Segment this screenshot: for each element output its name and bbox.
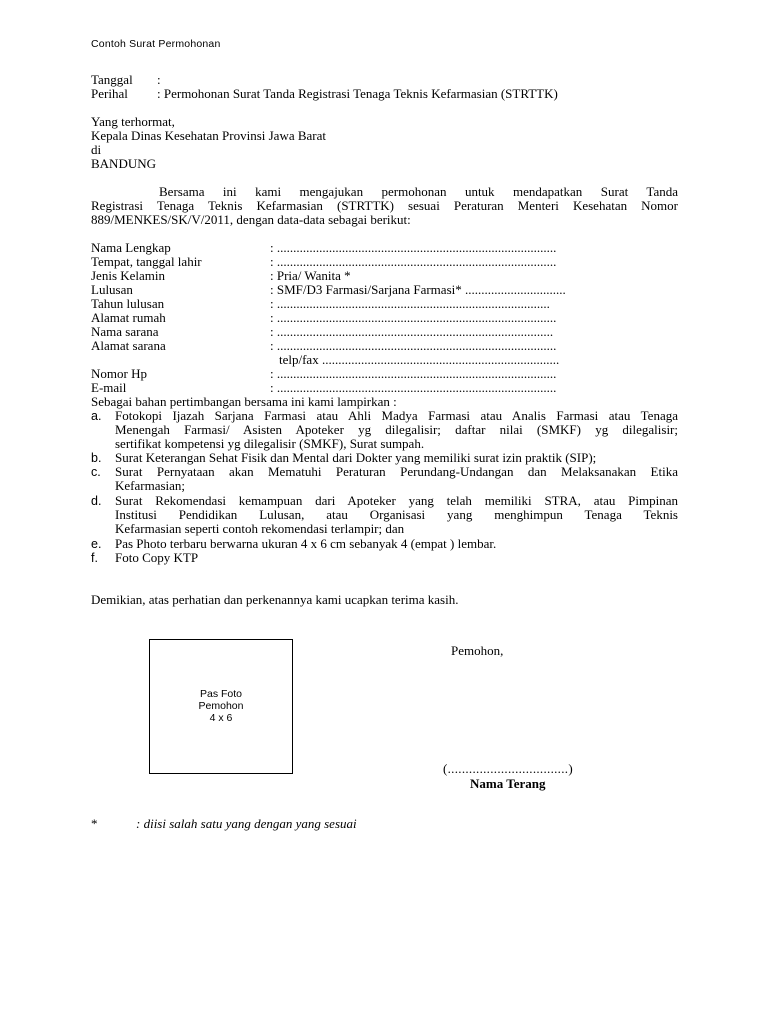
recipient-line: Kepala Dinas Kesehatan Provinsi Jawa Barat (91, 128, 327, 143)
recipient-line: BANDUNG (91, 156, 156, 171)
field-value: : Pria/ Wanita * (270, 268, 351, 283)
perihal-value: : Permohonan Surat Tanda Registrasi Tenaga Teknis Kefarmasian (STRTTK) (157, 86, 558, 101)
list-marker: d. (91, 494, 102, 508)
field-value: : .................................................................................... (270, 296, 550, 311)
signature-pemohon: Pemohon, (451, 643, 504, 658)
attachment-line: Menengah Farmasi/ Asisten Apoteker yg dilegalisir; daftar nilai (SMKF) yg dilegalisir; (115, 422, 678, 437)
attachment-line: Surat Keterangan Sehat Fisik dan Mental dari Dokter yang memiliki surat izin praktik (SIP); (115, 450, 597, 465)
list-marker: a. (91, 409, 102, 423)
photo-label: Pas Foto (199, 688, 243, 700)
field-value: : ..................................................................................... (270, 324, 554, 339)
attachment-line: Kefarmasian; (115, 478, 186, 493)
attachment-line: Pas Photo terbaru berwarna ukuran 4 x 6 cm sebanyak 4 (empat ) lembar. (115, 536, 497, 551)
field-value: telp/fax ......................................................................... (279, 352, 560, 367)
attachments-intro: Sebagai bahan pertimbangan bersama ini kami lampirkan : (91, 394, 397, 409)
document-header: Contoh Surat Permohonan (91, 38, 221, 50)
tanggal-label: Tanggal (91, 72, 133, 87)
attachment-line: Fotokopi Ijazah Sarjana Farmasi atau Ahli Madya Farmasi atau Analis Farmasi atau Tenaga (115, 408, 678, 423)
field-value: : ...................................................................................... (270, 240, 557, 255)
photo-label: 4 x 6 (209, 712, 233, 724)
attachment-line: Institusi Pendidikan Lulusan, atau Organisasi yang menghimpun Tenaga Teknis (115, 507, 678, 522)
attachment-line: Surat Pernyataan akan Mematuhi Peraturan Perundang-Undangan dan Melaksanakan Etika (115, 464, 678, 479)
attachment-line: Foto Copy KTP (115, 550, 199, 565)
field-value: : SMF/D3 Farmasi/Sarjana Farmasi* ............................... (270, 282, 566, 297)
field-value: : ...................................................................................... (270, 338, 557, 353)
field-label: Nama Lengkap (91, 240, 171, 255)
field-label: E-mail (91, 380, 127, 395)
footnote-symbol: * (91, 816, 98, 831)
list-marker: b. (91, 451, 102, 465)
attachment-line: Kefarmasian seperti contoh rekomendasi terlampir; dan (115, 521, 405, 536)
field-label: Tempat, tanggal lahir (91, 254, 202, 269)
photo-placeholder-text (150, 688, 292, 724)
photo-label: Pemohon (198, 700, 244, 712)
signature-name-label: Nama Terang (470, 776, 546, 791)
list-marker: e. (91, 537, 102, 551)
recipient-line: Yang terhormat, (91, 114, 175, 129)
closing-sentence: Demikian, atas perhatian dan perkenannya kami ucapkan terima kasih. (91, 592, 459, 607)
field-label: Nomor Hp (91, 366, 147, 381)
intro-line: 889/MENKES/SK/V/2011, dengan data-data sebagai berikut: (91, 212, 411, 227)
attachment-line: Surat Rekomendasi kemampuan dari Apoteker yang telah memiliki STRA, atau Pimpinan (115, 493, 678, 508)
tanggal-value: : (157, 72, 161, 87)
recipient-line: di (91, 142, 102, 157)
field-label: Alamat sarana (91, 338, 166, 353)
field-value: : ...................................................................................... (270, 254, 557, 269)
photo-placeholder-box (149, 639, 293, 774)
field-label: Tahun lulusan (91, 296, 165, 311)
field-label: Lulusan (91, 282, 133, 297)
intro-line: Bersama ini kami mengajukan permohonan untuk mendapatkan Surat Tanda (159, 184, 678, 199)
field-value: : ...................................................................................... (270, 366, 557, 381)
signature-blank: (..................................) (443, 761, 573, 776)
list-marker: f. (91, 551, 98, 565)
intro-line: Registrasi Tenaga Teknis Kefarmasian (STRTTK) sesuai Peraturan Menteri Kesehatan Nomor (91, 198, 678, 213)
perihal-label: Perihal (91, 86, 128, 101)
field-value: : ...................................................................................... (270, 380, 557, 395)
list-marker: c. (91, 465, 101, 479)
field-label: Jenis Kelamin (91, 268, 166, 283)
attachment-line: sertifikat kompetensi yg dilegalisir (SMKF), Surat sumpah. (115, 436, 425, 451)
field-label: Alamat rumah (91, 310, 166, 325)
field-label: Nama sarana (91, 324, 159, 339)
field-value: : ...................................................................................... (270, 310, 557, 325)
footnote-text: : diisi salah satu yang dengan yang sesuai (136, 816, 357, 831)
